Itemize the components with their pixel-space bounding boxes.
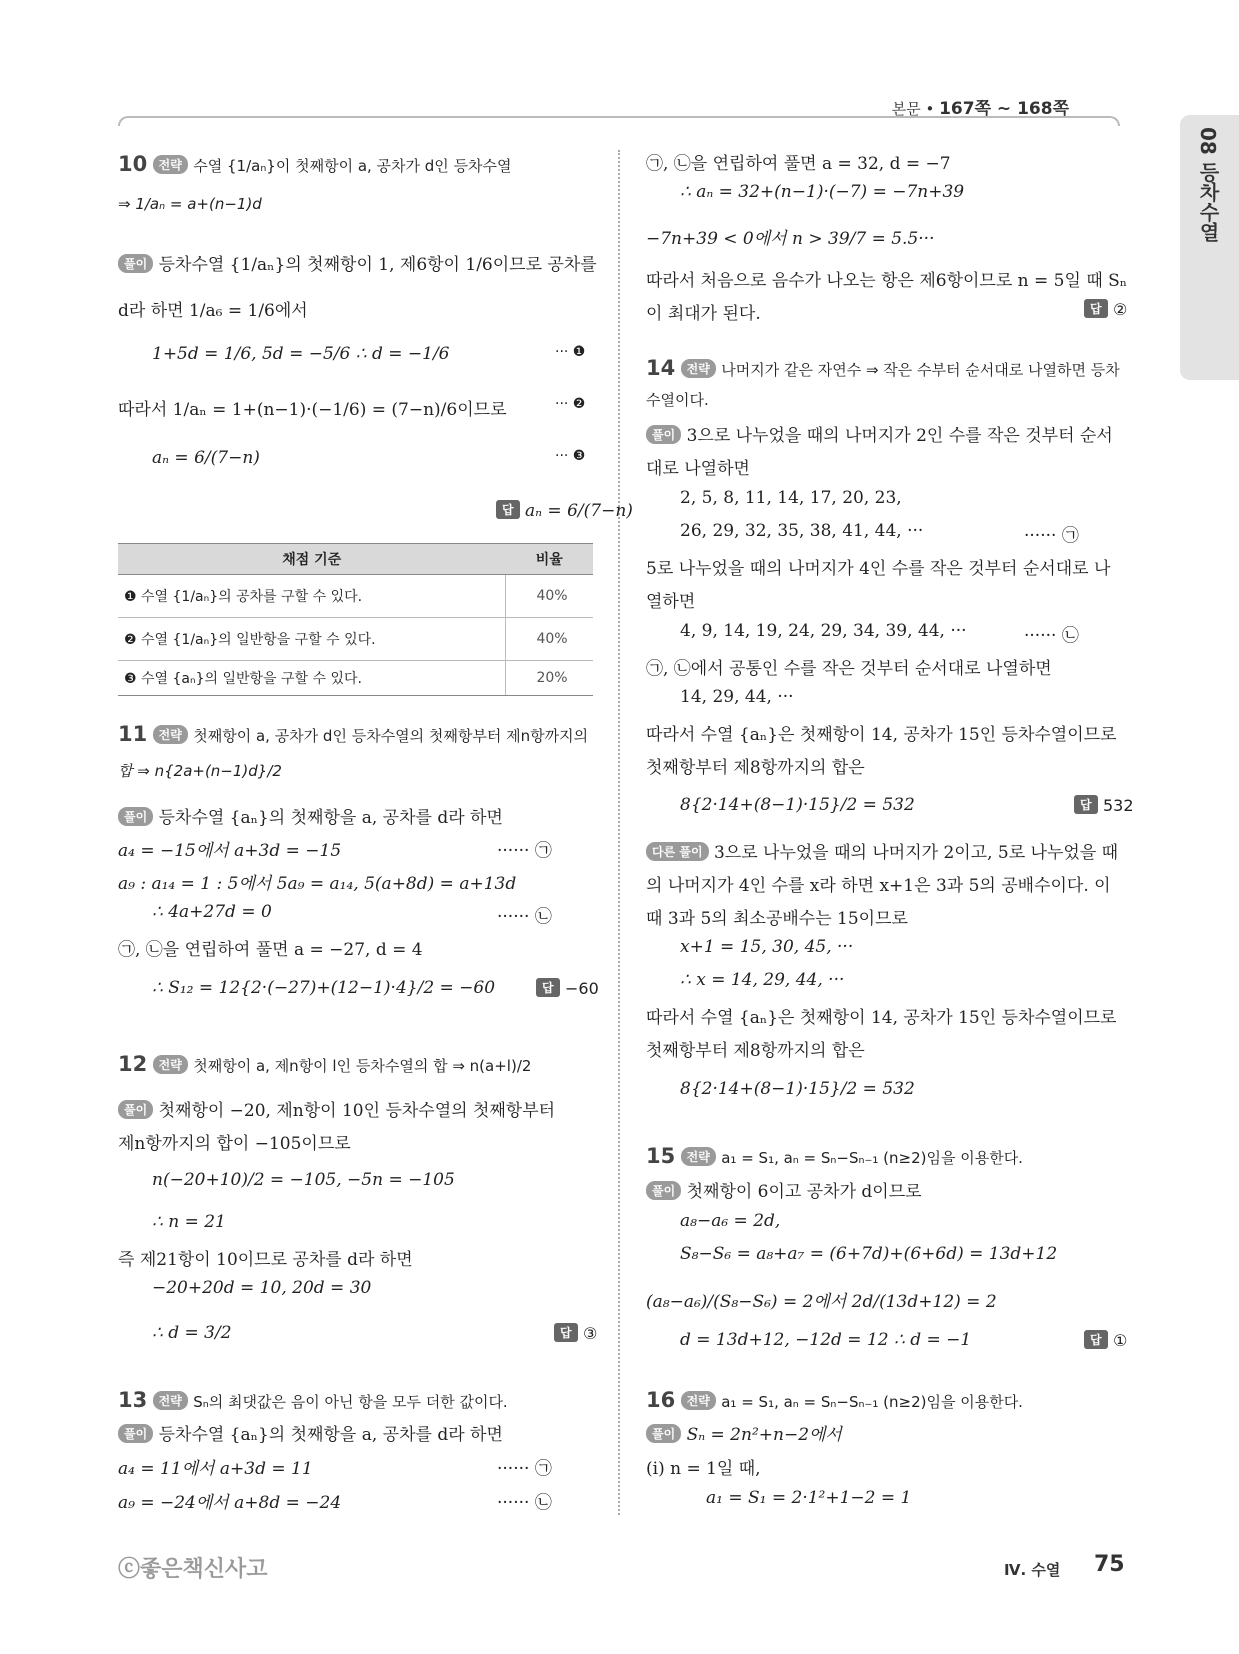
solution-line [118,1420,503,1445]
equation-line: n(−20+10)/2 = −105, −5n = −105 [152,1170,455,1190]
equation-line: ∴ d = 3/2 [152,1323,232,1343]
strategy-badge: 전략 [153,1055,188,1074]
column-header-ratio: 비율 [506,544,594,575]
equation-mark: ······ ㉠ [1024,526,1079,546]
problem-number: 16 [646,1388,676,1412]
answer-line [554,1323,597,1344]
criteria-cell: ❸ 수열 {aₙ}의 일반항을 구할 수 있다. [118,661,506,696]
equation-line: −7n+39 < 0에서 n > 39/7 = 5.5··· [646,229,935,249]
page-reference-pages: 167쪽 ~ 168쪽 [939,99,1069,119]
page-number: 75 [1094,1552,1125,1577]
problem-number: 11 [118,722,148,746]
ratio-cell: 20% [506,661,594,696]
page-reference-prefix: 본문 • [891,100,935,118]
answer-line [1084,1330,1127,1351]
solution-badge: 풀이 [118,254,153,273]
solution-badge: 풀이 [646,425,681,444]
solution-text: 이 최대가 된다. [646,304,761,324]
criteria-cell: ❶ 수열 {1/aₙ}의 공차를 구할 수 있다. [118,575,506,618]
equation-line: S₈−S₆ = a₈+a₇ = (6+7d)+(6+6d) = 13d+12 [680,1244,1058,1264]
problem-number: 14 [646,356,676,380]
solution-text: 첫째항부터 제8항까지의 합은 [646,1041,865,1061]
problem-14-header [646,356,1120,380]
strategy-text-2: 수열이다. [646,391,709,409]
step-mark-1: ··· ❶ [555,344,586,360]
sequence-line: 26, 29, 32, 35, 38, 41, 44, ··· [680,521,924,541]
strategy-badge: 전략 [153,155,188,174]
answer-value: ① [1113,1331,1128,1350]
solution-text: 첫째항이 −20, 제n항이 10인 등차수열의 첫째항부터 [158,1101,556,1121]
solution-text: (i) n = 1일 때, [646,1459,761,1479]
solution-line [646,421,1113,446]
answer-icon: 답 [1074,795,1098,814]
solution-text: 제n항까지의 합이 −105이므로 [118,1134,351,1154]
equation-mark: ······ ㉠ [497,1459,552,1479]
equation-line: (a₈−a₆)/(S₈−S₆) = 2에서 2d/(13d+12) = 2 [646,1292,997,1312]
strategy-text: 수열 {1/aₙ}이 첫째항이 a, 공차가 d인 등차수열 [193,157,512,175]
solution-text: 첫째항이 6이고 공차가 d이므로 [686,1182,922,1202]
answer-value: 532 [1103,796,1134,815]
solution-line [118,803,503,828]
sequence-line: 4, 9, 14, 19, 24, 29, 34, 39, 44, ··· [680,621,967,641]
header-rule [118,116,1120,126]
solution-text: ㉠, ㉡을 연립하여 풀면 a = 32, d = −7 [646,154,951,174]
solution-line [646,1420,842,1445]
solution-badge: 풀이 [646,1181,681,1200]
problem-13-header [118,1388,508,1412]
problem-number: 13 [118,1388,148,1412]
problem-10-header [118,152,512,176]
solution-line [118,1096,555,1121]
answer-icon: 답 [496,500,520,519]
answer-icon: 답 [1084,299,1108,318]
answer-line [536,978,599,999]
strategy-text-2: ⇒ 1/aₙ = a+(n−1)d [118,195,262,213]
equation-line: a₄ = 11에서 a+3d = 11 [118,1459,313,1479]
strategy-text: 첫째항이 a, 공차가 d인 등차수열의 첫째항부터 제n항까지의 [193,727,589,745]
answer-value: ② [1113,300,1128,319]
alt-solution-badge: 다른 풀이 [646,842,709,861]
strategy-badge: 전략 [681,1147,716,1166]
solution-text: 첫째항부터 제8항까지의 합은 [646,758,865,778]
equation-line: a₁ = S₁ = 2·1²+1−2 = 1 [706,1488,912,1508]
solution-text: d라 하면 1/a₆ = 1/6에서 [118,301,308,321]
strategy-text: a₁ = S₁, aₙ = Sₙ−Sₙ₋₁ (n≥2)임을 이용한다. [721,1149,1023,1167]
equation-mark: ······ ㉠ [497,841,552,861]
equation-line: ∴ aₙ = 32+(n−1)·(−7) = −7n+39 [680,182,965,202]
column-header-criteria: 채점 기준 [118,544,506,575]
solution-text: 따라서 처음으로 음수가 나오는 항은 제6항이므로 n = 5일 때 Sₙ [646,271,1128,291]
solution-text: 즉 제21항이 10이므로 공차를 d라 하면 [118,1250,413,1270]
answer-icon: 답 [536,978,560,997]
solution-badge: 풀이 [118,1100,153,1119]
strategy-badge: 전략 [681,1391,716,1410]
strategy-text: 첫째항이 a, 제n항이 l인 등차수열의 합 ⇒ n(a+l)/2 [193,1057,532,1075]
answer-value: aₙ = 6/(7−n) [525,501,633,521]
table-row [118,575,593,618]
strategy-badge: 전략 [153,725,188,744]
equation-mark: ······ ㉡ [1024,626,1079,646]
solution-text: 때 3과 5의 최소공배수는 15이므로 [646,909,908,929]
ratio-cell: 40% [506,618,594,661]
answer-value: −60 [565,979,599,998]
answer-value: ③ [583,1324,598,1343]
publisher-logo: ⓒ좋은책신사고 [118,1557,268,1582]
solution-text: ㉠, ㉡을 연립하여 풀면 a = −27, d = 4 [118,940,423,960]
strategy-text: Sₙ의 최댓값은 음이 아닌 항을 모두 더한 값이다. [193,1393,508,1411]
answer-line [1074,795,1134,816]
solution-text: 3으로 나누었을 때의 나머지가 2이고, 5로 나누었을 때 [713,843,1119,863]
table-header-row [118,544,593,575]
problem-15-header [646,1144,1023,1168]
solution-line [646,1177,922,1202]
solution-text: 대로 나열하면 [646,459,750,479]
equation-line: ∴ 4a+27d = 0 [152,902,272,922]
table-row [118,661,593,696]
step-mark-2: ··· ❷ [555,396,586,412]
problem-number: 10 [118,152,148,176]
equation-line: ∴ S₁₂ = 12{2·(−27)+(12−1)·4}/2 = −60 [152,978,496,998]
chapter-tab-label: 08 등차수열 [1196,127,1220,242]
strategy-text: 나머지가 같은 자연수 ⇒ 작은 수부터 순서대로 나열하면 등차 [721,361,1120,379]
solution-text: Sₙ = 2n²+n−2에서 [686,1425,842,1445]
equation-line: ∴ n = 21 [152,1212,226,1232]
equation-line: −20+20d = 10, 20d = 30 [152,1278,372,1298]
problem-number: 15 [646,1144,676,1168]
column-divider [618,150,620,1515]
solution-text: 열하면 [646,592,696,612]
solution-text: 등차수열 {aₙ}의 첫째항을 a, 공차를 d라 하면 [158,1425,503,1445]
equation-line: a₄ = −15에서 a+3d = −15 [118,841,342,861]
solution-text: 등차수열 {aₙ}의 첫째항을 a, 공차를 d라 하면 [158,808,503,828]
table-row [118,618,593,661]
solution-badge: 풀이 [118,807,153,826]
solution-text: 3으로 나누었을 때의 나머지가 2인 수를 작은 것부터 순서 [686,426,1113,446]
problem-11-header [118,722,588,746]
answer-line [1084,299,1127,320]
equation-line: aₙ = 6/(7−n) [152,448,260,468]
footer-section: Ⅳ. 수열 [1004,1561,1061,1579]
answer-line [496,500,633,521]
strategy-text: a₁ = S₁, aₙ = Sₙ−Sₙ₋₁ (n≥2)임을 이용한다. [721,1393,1023,1411]
equation-mark: ······ ㉡ [497,907,552,927]
solution-text: 따라서 수열 {aₙ}은 첫째항이 14, 공차가 15인 등차수열이므로 [646,725,1117,745]
equation-line: d = 13d+12, −12d = 12 ∴ d = −1 [680,1330,972,1350]
answer-icon: 답 [554,1323,578,1342]
equation-line: a₉ : a₁₄ = 1 : 5에서 5a₉ = a₁₄, 5(a+8d) = a+13d [118,874,517,894]
answer-icon: 답 [1084,1330,1108,1349]
solution-badge: 풀이 [646,1424,681,1443]
equation-line: a₈−a₆ = 2d, [680,1211,781,1231]
problem-12-header [118,1052,531,1076]
sequence-line: 2, 5, 8, 11, 14, 17, 20, 23, [680,488,902,508]
solution-text: ㉠, ㉡에서 공통인 수를 작은 것부터 순서대로 나열하면 [646,659,1052,679]
chapter-tab [1180,115,1239,380]
equation-line: 8{2·14+(8−1)·15}/2 = 532 [680,1079,915,1099]
ratio-cell: 40% [506,575,594,618]
equation-line: a₉ = −24에서 a+8d = −24 [118,1493,342,1513]
equation-line: ∴ x = 14, 29, 44, ··· [680,970,845,990]
solution-text: 따라서 1/aₙ = 1+(n−1)·(−1/6) = (7−n)/6이므로 [118,400,507,420]
solution-badge: 풀이 [118,1424,153,1443]
problem-number: 12 [118,1052,148,1076]
criteria-cell: ❷ 수열 {1/aₙ}의 일반항을 구할 수 있다. [118,618,506,661]
equation-line: 8{2·14+(8−1)·15}/2 = 532 [680,795,915,815]
problem-16-header [646,1388,1023,1412]
solution-text: 따라서 수열 {aₙ}은 첫째항이 14, 공차가 15인 등차수열이므로 [646,1008,1117,1028]
grading-table [118,543,593,696]
strategy-text-2: 합 ⇒ n{2a+(n−1)d}/2 [118,762,282,780]
step-mark-3: ··· ❸ [555,448,586,464]
solution-line [118,250,597,275]
equation-line: 1+5d = 1/6, 5d = −5/6 ∴ d = −1/6 [152,344,450,364]
solution-text: 등차수열 {1/aₙ}의 첫째항이 1, 제6항이 1/6이므로 공차를 [158,255,597,275]
equation-mark: ······ ㉡ [497,1493,552,1513]
strategy-badge: 전략 [153,1391,188,1410]
alt-solution-line [646,838,1118,863]
solution-text: 의 나머지가 4인 수를 x라 하면 x+1은 3과 5의 공배수이다. 이 [646,876,1111,896]
sequence-line: 14, 29, 44, ··· [680,687,794,707]
strategy-badge: 전략 [681,359,716,378]
solution-text: 5로 나누었을 때의 나머지가 4인 수를 작은 것부터 순서대로 나 [646,559,1111,579]
equation-line: x+1 = 15, 30, 45, ··· [680,937,854,957]
